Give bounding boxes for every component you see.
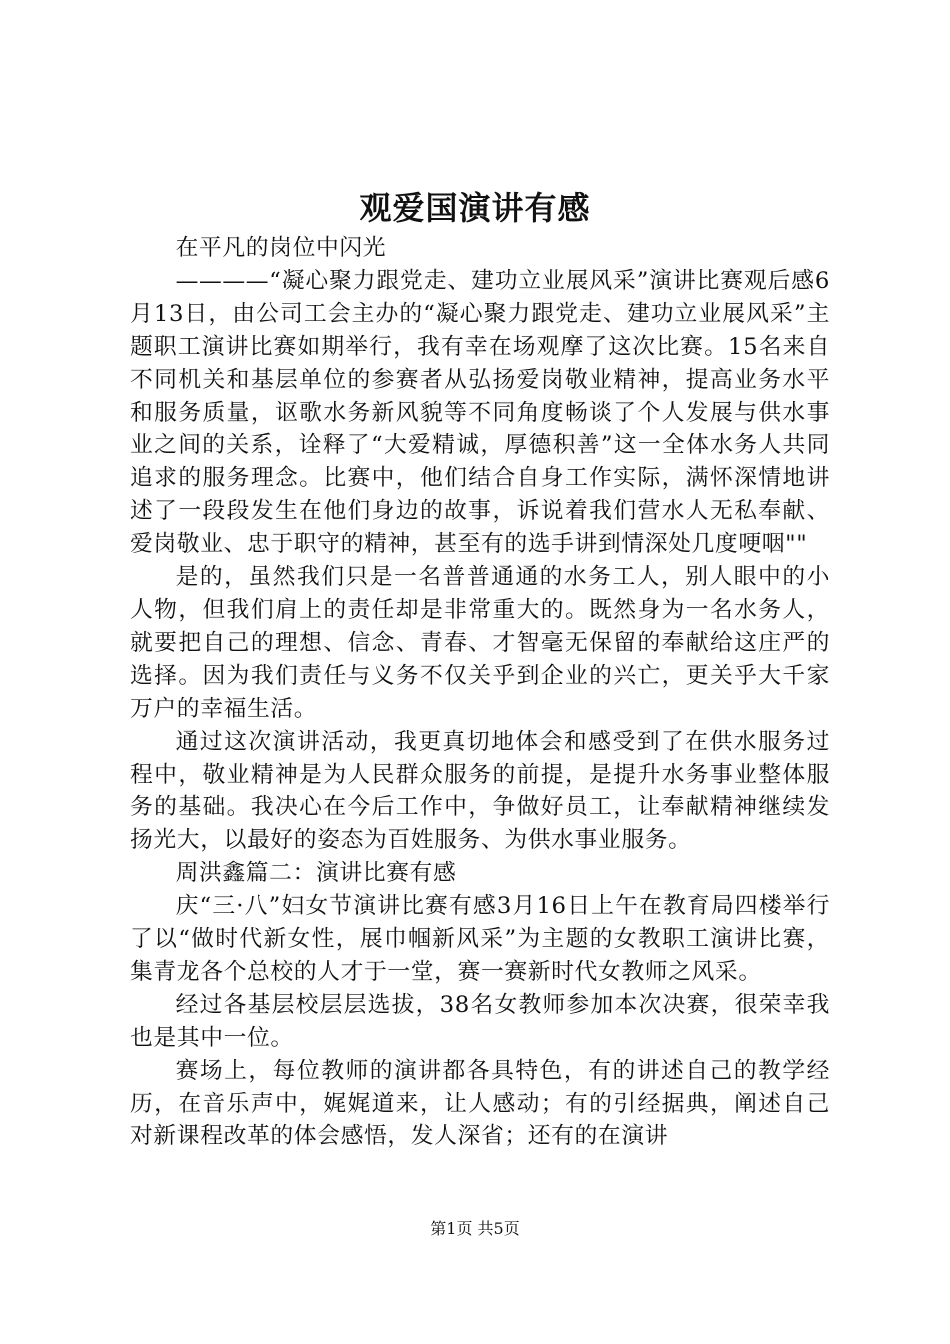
- page-footer: 第1页 共5页: [430, 1219, 520, 1238]
- paragraph: 庆“三·八”妇女节演讲比赛有感3月16日上午在教育局四楼举行了以“做时代新女性，展巾帼新风采”为主题的女教职工演讲比赛，集青龙各个总校的人才于一堂，赛一赛新时代女教师之风采。: [130, 893, 830, 985]
- paragraph: 在平凡的岗位中闪光: [175, 235, 387, 261]
- paragraph: 通过这次演讲活动，我更真切地体会和感受到了在供水服务过程中，敬业精神是为人民群众服务的前提，是提升水务事业整体服务的基础。我决心在今后工作中，争做好员工，让奉献精神继续发扬光大，以最好的姿态为百姓服务、为供水事业服务。: [130, 728, 830, 854]
- paragraph: 是的，虽然我们只是一名普普通通的水务工人，别人眼中的小人物，但我们肩上的责任却是非常重大的。既然身为一名水务人，就要把自己的理想、信念、青春、才智毫无保留的奉献给这庄严的选择。因为我们责任与义务不仅关乎到企业的兴亡，更关乎大千家万户的幸福生活。: [130, 564, 830, 722]
- paragraph: 经过各基层校层层选拔，38名女教师参加本次决赛，很荣幸我也是其中一位。: [130, 991, 830, 1051]
- document-body: [130, 232, 830, 1153]
- paragraph: 赛场上，每位教师的演讲都各具特色，有的讲述自己的教学经历，在音乐声中，娓娓道来，让人感动；有的引经据典，阐述自己对新课程改革的体会感悟，发人深省；还有的在演讲: [130, 1057, 830, 1150]
- paragraph: 周洪鑫篇二：演讲比赛有感: [175, 860, 457, 887]
- document-title: 观爱国演讲有感: [359, 189, 591, 227]
- paragraph: ————“凝心聚力跟党走、建功立业展风采”演讲比赛观后感6月13日，由公司工会主办的“凝心聚力跟党走、建功立业展风采”主题职工演讲比赛如期举行，我有幸在场观摩了这次比赛。15名来自不同机关和基层单位的参赛者从弘扬爱岗敬业精神，提高业务水平和服务质量，讴歌水务新风貌等不同角度畅谈了个人发展与供水事业之间的关系，诠释了“大爱精诚，厚德积善”这一全体水务人共同追求的服务理念。比赛中，他们结合自身工作实际，满怀深情地讲述了一段段发生在他们身边的故事，诉说着我们营水人无私奉献、爱岗敬业、忠于职守的精神，甚至有的选手讲到情深处几度哽咽"": [130, 267, 830, 558]
